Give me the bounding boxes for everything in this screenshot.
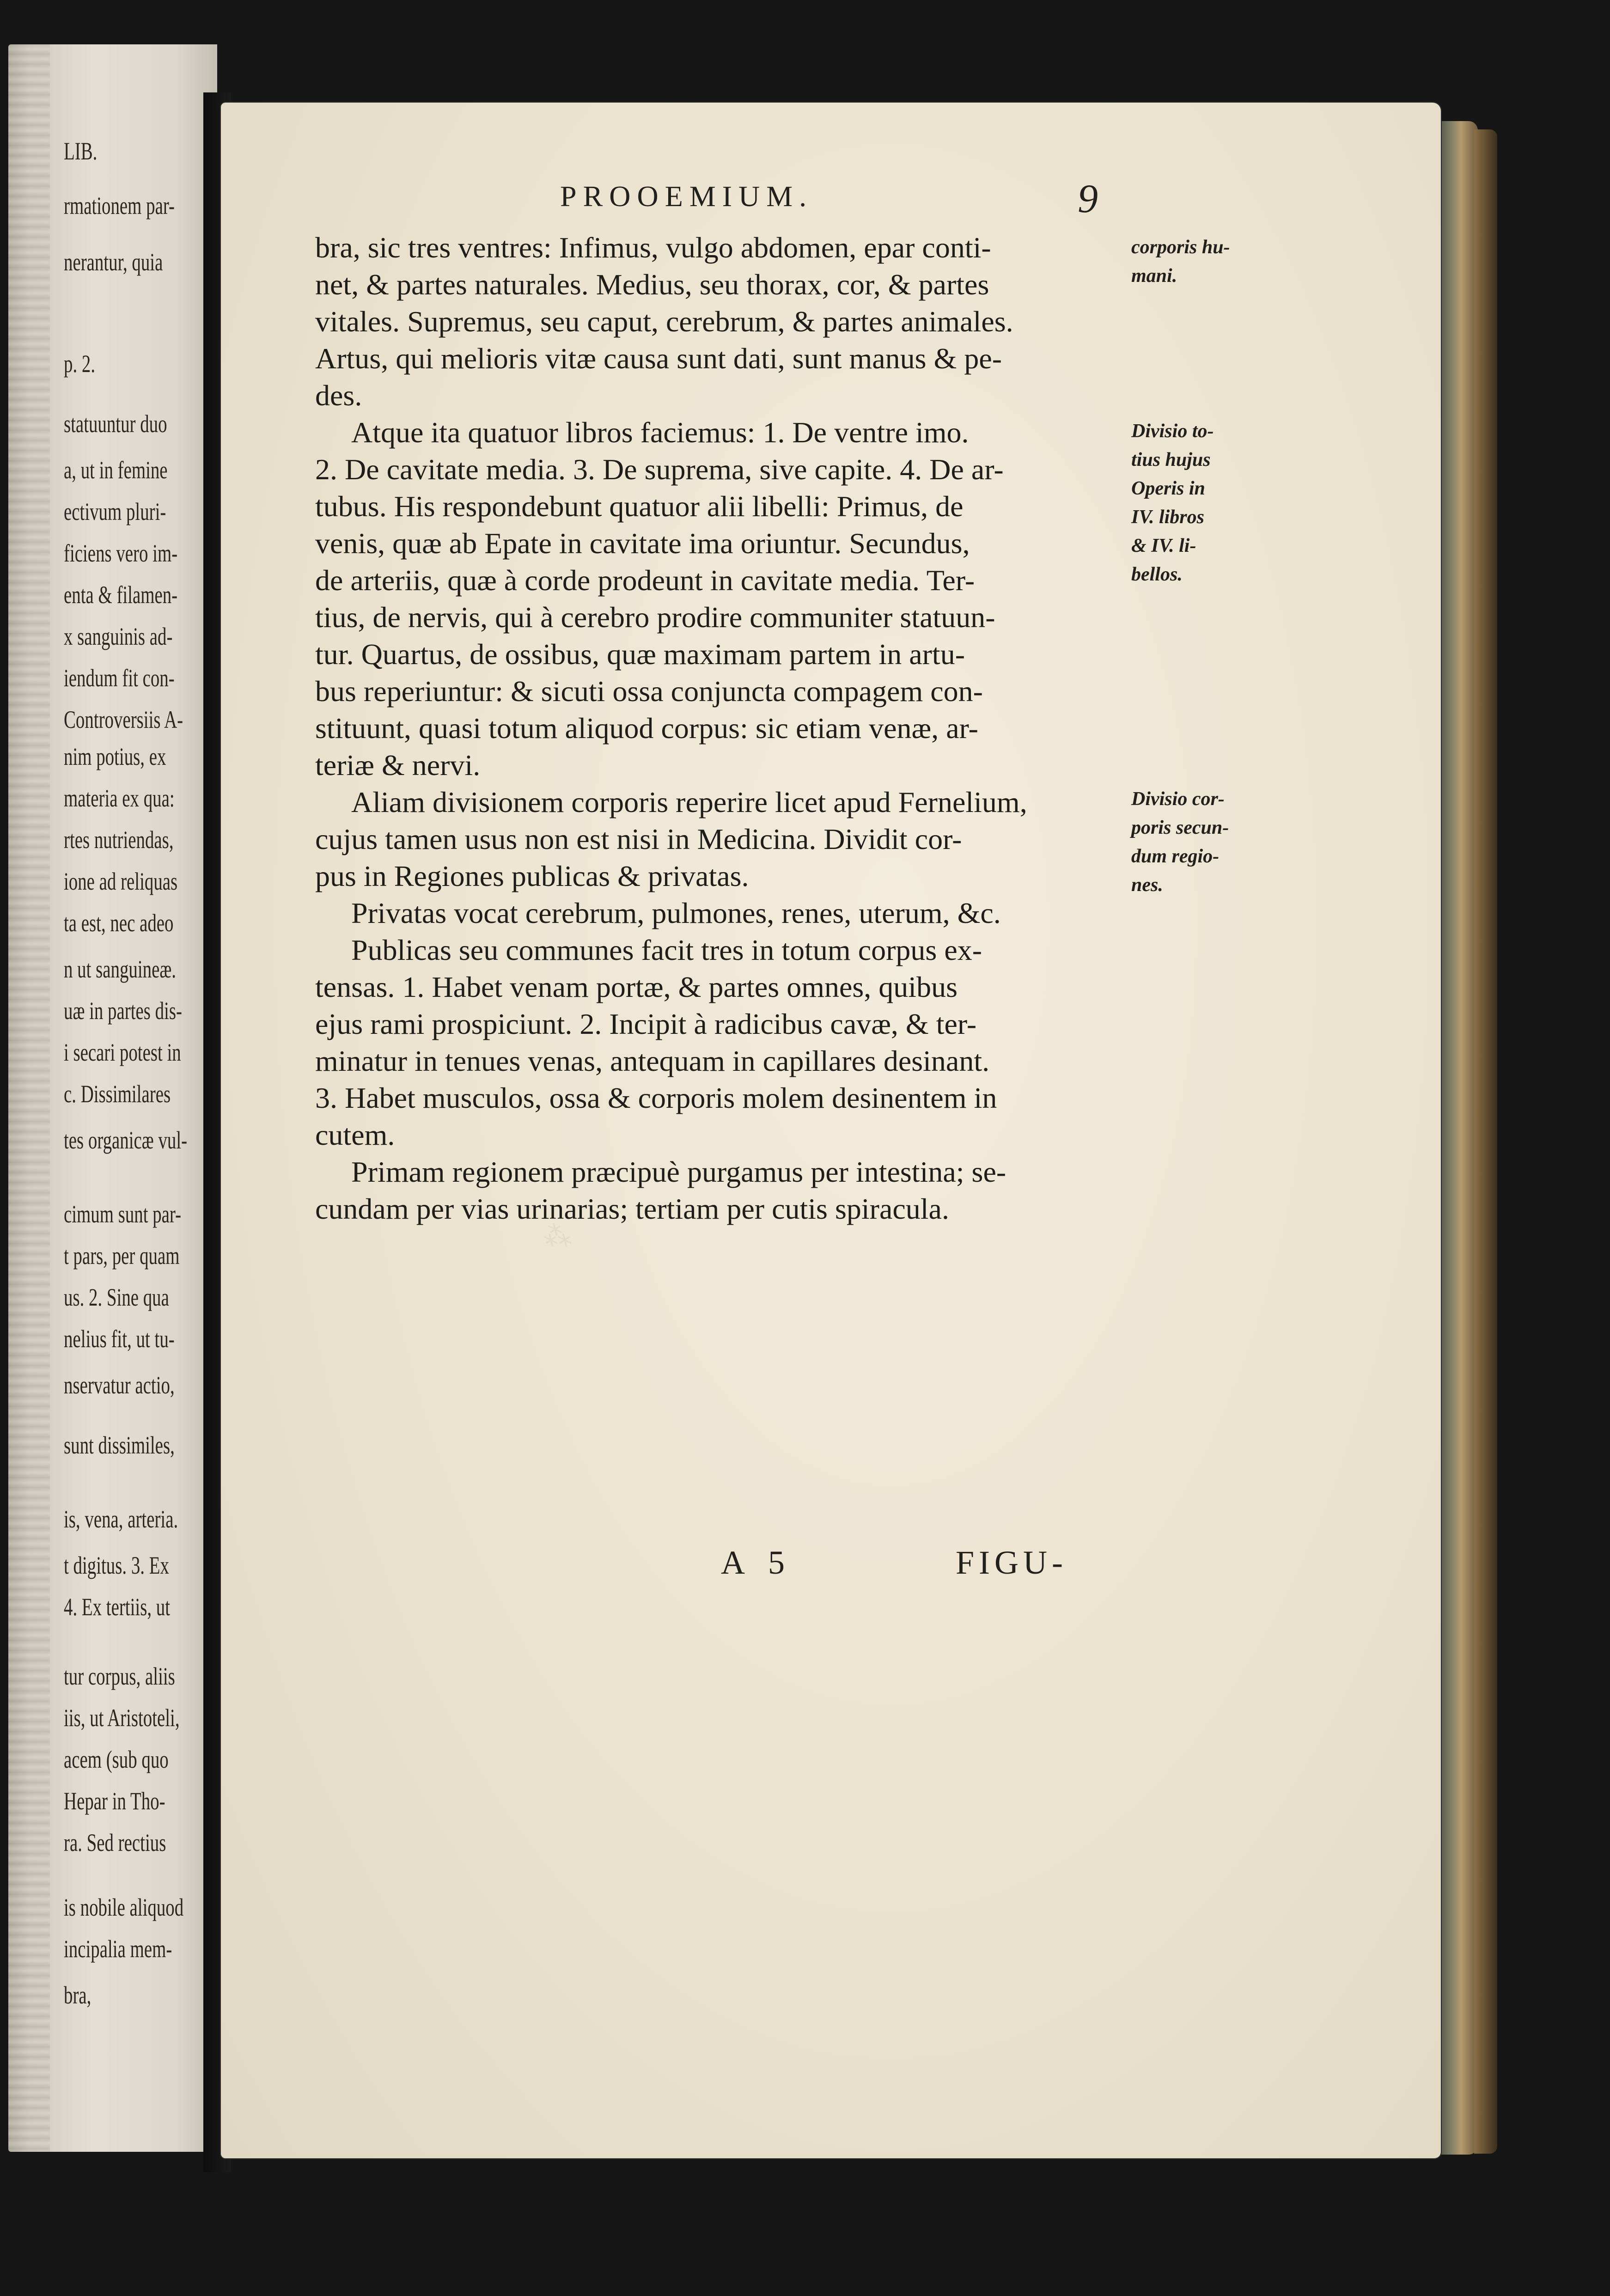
left-page-line: LIB. bbox=[64, 137, 98, 165]
left-page-line: ione ad reliquas bbox=[64, 867, 178, 895]
body-line: 2. De cavitate media. 3. De suprema, sive capite. 4. De ar- bbox=[315, 453, 1004, 486]
left-page-line: c. Dissimilares bbox=[64, 1080, 171, 1108]
left-page-line: nerantur, quia bbox=[64, 248, 163, 276]
left-page-line: ta est, nec adeo bbox=[64, 909, 174, 937]
body-line: de arteriis, quæ à corde prodeunt in cavitate media. Ter- bbox=[315, 564, 975, 597]
margin-note-line: & IV. li- bbox=[1131, 535, 1196, 556]
margin-note bbox=[1131, 233, 1270, 290]
body-line: net, & partes naturales. Medius, seu thorax, cor, & partes bbox=[315, 268, 989, 301]
left-page-line: nim potius, ex bbox=[64, 743, 166, 770]
catchword: FIGU- bbox=[956, 1544, 1067, 1581]
left-page-line: ficiens vero im- bbox=[64, 539, 178, 567]
body-line: teriæ & nervi. bbox=[315, 749, 481, 782]
left-page-line: x sanguinis ad- bbox=[64, 623, 173, 650]
left-page-gutter-edge bbox=[8, 44, 50, 2152]
body-line: cundam per vias urinarias; tertiam per cutis spiracula. bbox=[315, 1192, 949, 1225]
body-line: stituunt, quasi totum aliquod corpus: sic etiam venæ, ar- bbox=[315, 712, 978, 745]
left-page-line: statuuntur duo bbox=[64, 410, 167, 438]
left-page-line: iis, ut Aristoteli, bbox=[64, 1704, 180, 1732]
left-page-line: t digitus. 3. Ex bbox=[64, 1551, 169, 1579]
left-page-line: t pars, per quam bbox=[64, 1242, 180, 1270]
page-number: 9 bbox=[1078, 177, 1098, 221]
margin-note-line: IV. libros bbox=[1131, 507, 1204, 528]
margin-note-line: mani. bbox=[1131, 265, 1177, 287]
left-page-line: 4. Ex tertiis, ut bbox=[64, 1593, 171, 1621]
left-page-line: is, vena, arteria. bbox=[64, 1505, 178, 1533]
left-page-line: enta & filamen- bbox=[64, 581, 178, 609]
book-cover-edge bbox=[1474, 129, 1497, 2154]
margin-note-line: Divisio to- bbox=[1131, 421, 1214, 442]
body-line: cutem. bbox=[315, 1118, 395, 1151]
left-page-line: Hepar in Tho- bbox=[64, 1787, 165, 1815]
body-line: tur. Quartus, de ossibus, quæ maximam partem in artu- bbox=[315, 638, 965, 671]
margin-note bbox=[1131, 785, 1270, 899]
body-line: Privatas vocat cerebrum, pulmones, renes, uterum, &c. bbox=[351, 897, 1001, 929]
margin-note-line: corporis hu- bbox=[1131, 237, 1230, 258]
margin-note-line: tius hujus bbox=[1131, 449, 1211, 470]
body-line: pus in Regiones publicas & privatas. bbox=[315, 860, 749, 892]
body-line: Aliam divisionem corporis reperire licet apud Fernelium, bbox=[351, 786, 1027, 818]
left-page-line: cimum sunt par- bbox=[64, 1200, 182, 1228]
margin-note-line: dum regio- bbox=[1131, 846, 1220, 867]
body-line: cujus tamen usus non est nisi in Medicina. Dividit cor- bbox=[315, 823, 962, 855]
body-line: vitales. Supremus, seu caput, cerebrum, & partes animales. bbox=[315, 305, 1013, 338]
margin-note-line: Divisio cor- bbox=[1131, 788, 1225, 810]
body-line: tubus. His respondebunt quatuor alii libelli: Primus, de bbox=[315, 490, 964, 523]
body-line: Artus, qui melioris vitæ causa sunt dati, sunt manus & pe- bbox=[315, 342, 1002, 375]
left-page-line: a, ut in femine bbox=[64, 456, 168, 484]
body-line: 3. Habet musculos, ossa & corporis molem desinentem in bbox=[315, 1081, 997, 1114]
margin-note-line: poris secun- bbox=[1131, 817, 1229, 838]
margin-note bbox=[1131, 417, 1270, 589]
body-line: bra, sic tres ventres: Infimus, vulgo abdomen, epar conti- bbox=[315, 231, 991, 264]
left-page-line: bra, bbox=[64, 1981, 91, 2009]
body-line: minatur in tenues venas, antequam in capillares desinant. bbox=[315, 1044, 990, 1077]
left-page-line: nelius fit, ut tu- bbox=[64, 1325, 175, 1353]
show-through-ghost-text: ⁂ bbox=[545, 1221, 573, 1252]
page-block-edge bbox=[1441, 121, 1478, 2155]
body-line: ejus rami prospiciunt. 2. Incipit à radicibus cavæ, & ter- bbox=[315, 1008, 977, 1040]
left-page-line: sunt dissimiles, bbox=[64, 1431, 175, 1459]
left-page-line: ra. Sed rectius bbox=[64, 1829, 166, 1856]
left-page-line: Controversiis A- bbox=[64, 706, 183, 733]
left-page-line: acem (sub quo bbox=[64, 1746, 169, 1773]
left-page-line: i secari potest in bbox=[64, 1038, 181, 1066]
left-facing-page bbox=[8, 44, 217, 2152]
body-line: Primam regionem præcipuè purgamus per intestina; se- bbox=[351, 1155, 1006, 1188]
left-page-line: uæ in partes dis- bbox=[64, 997, 182, 1025]
left-page-line: incipalia mem- bbox=[64, 1935, 172, 1963]
body-line: venis, quæ ab Epate in cavitate ima oriuntur. Secundus, bbox=[315, 527, 970, 560]
body-line: Publicas seu communes facit tres in totum corpus ex- bbox=[351, 934, 982, 966]
left-page-line: tes organicæ vul- bbox=[64, 1126, 188, 1154]
body-line: des. bbox=[315, 379, 362, 412]
body-line: Atque ita quatuor libros faciemus: 1. De ventre imo. bbox=[351, 416, 969, 449]
margin-note-line: nes. bbox=[1131, 874, 1163, 896]
body-line: tensas. 1. Habet venam portæ, & partes omnes, quibus bbox=[315, 971, 957, 1003]
left-page-line: us. 2. Sine qua bbox=[64, 1283, 169, 1311]
body-line: tius, de nervis, qui à cerebro prodire communiter statuun- bbox=[315, 601, 995, 634]
margin-note-line: bellos. bbox=[1131, 564, 1183, 585]
page-header-title: PROOEMIUM. bbox=[560, 180, 813, 213]
left-page-line: iendum fit con- bbox=[64, 664, 175, 692]
left-page-line: ectivum pluri- bbox=[64, 498, 166, 525]
signature-mark: A 5 bbox=[721, 1544, 793, 1581]
left-page-line: p. 2. bbox=[64, 350, 96, 378]
left-page-line: is nobile aliquod bbox=[64, 1893, 184, 1921]
left-page-line: n ut sanguineæ. bbox=[64, 955, 176, 983]
left-page-line: nservatur actio, bbox=[64, 1371, 175, 1399]
left-page-line: rmationem par- bbox=[64, 192, 175, 220]
left-page-line: tur corpus, aliis bbox=[64, 1662, 175, 1690]
left-page-line: materia ex qua: bbox=[64, 784, 175, 812]
body-line: bus reperiuntur: & sicuti ossa conjuncta compagem con- bbox=[315, 675, 983, 708]
margin-note-line: Operis in bbox=[1131, 478, 1205, 499]
left-page-line: rtes nutriendas, bbox=[64, 826, 174, 854]
